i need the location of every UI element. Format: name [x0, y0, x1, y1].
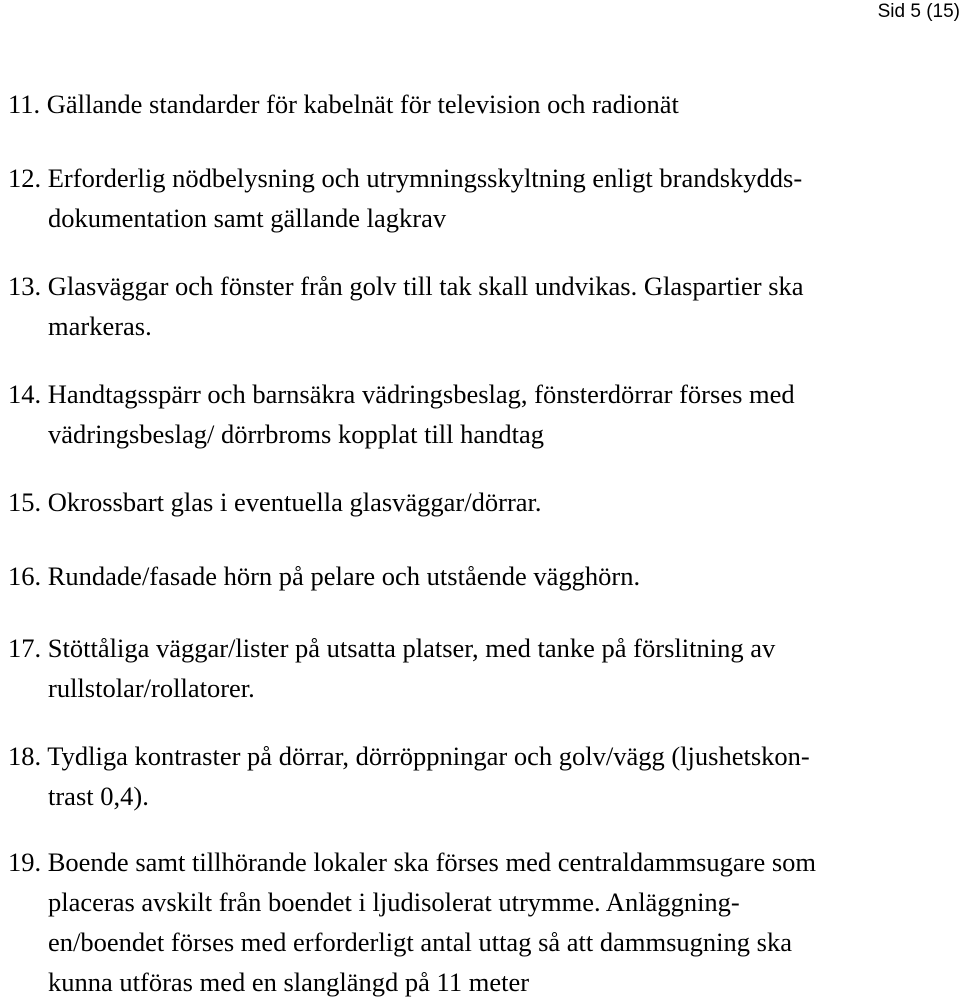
list-item-13	[8, 266, 958, 346]
item-line: 15. Okrossbart glas i eventuella glasväggar/dörrar.	[8, 487, 542, 517]
item-line: 16. Rundade/fasade hörn på pelare och utstående vägghörn.	[8, 561, 641, 591]
item-line: 14. Handtagsspärr och barnsäkra vädringsbeslag, fönsterdörrar förses med	[8, 379, 795, 409]
item-line: vädringsbeslag/ dörrbroms kopplat till handtag	[48, 419, 545, 449]
item-line: en/boendet förses med erforderligt antal uttag så att dammsugning ska	[48, 927, 792, 957]
item-line: 11. Gällande standarder för kabelnät för television och radionät	[8, 89, 679, 119]
item-line: 18. Tydliga kontraster på dörrar, dörröppningar och golv/vägg (ljushetskon-	[8, 741, 810, 771]
item-line: rullstolar/rollatorer.	[48, 673, 255, 703]
list-item-14	[8, 374, 958, 454]
item-line: 12. Erforderlig nödbelysning och utrymningsskyltning enligt brandskydds-	[8, 163, 803, 193]
list-item-12	[8, 158, 958, 238]
list-item-19	[8, 842, 958, 1002]
item-line: 13. Glasväggar och fönster från golv till tak skall undvikas. Glaspartier ska	[8, 271, 804, 301]
item-line: dokumentation samt gällande lagkrav	[48, 203, 447, 233]
list-item-16	[8, 556, 958, 596]
page-number: Sid 5 (15)	[877, 1, 960, 22]
item-line: markeras.	[48, 311, 152, 341]
item-line: 17. Stöttåliga väggar/lister på utsatta platser, med tanke på förslitning av	[8, 633, 776, 663]
list-item-17	[8, 628, 958, 708]
item-line: trast 0,4).	[48, 781, 149, 811]
list-item-11	[8, 84, 958, 124]
list-item-18	[8, 736, 958, 816]
item-line: kunna utföras med en slanglängd på 11 meter	[48, 967, 530, 997]
item-line: 19. Boende samt tillhörande lokaler ska förses med centraldammsugare som	[8, 847, 817, 877]
list-item-15	[8, 482, 958, 522]
item-line: placeras avskilt från boendet i ljudisolerat utrymme. Anläggning-	[48, 887, 740, 917]
